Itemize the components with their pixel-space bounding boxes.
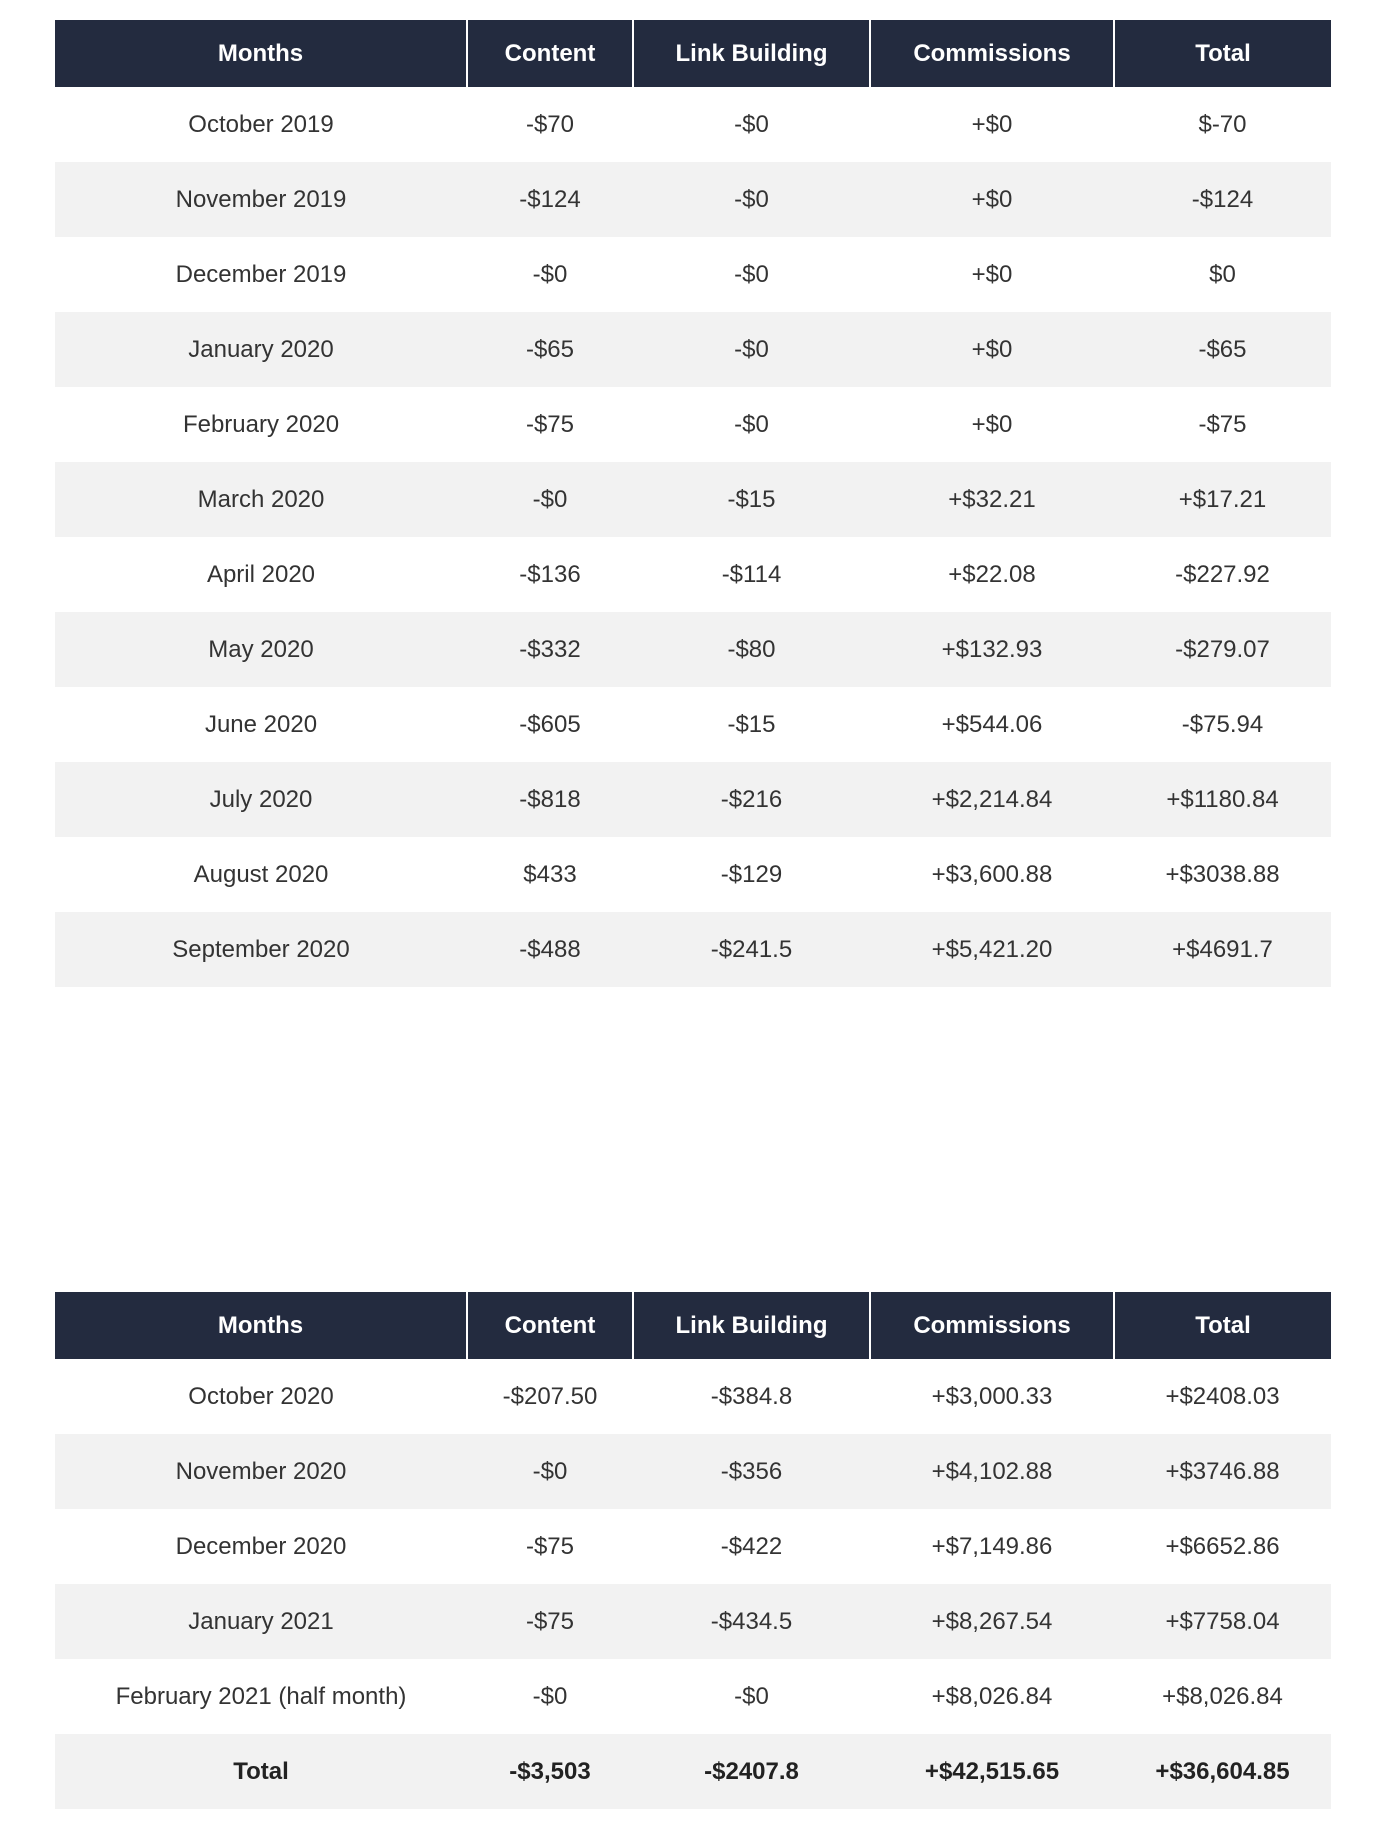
cell-month: November 2019 xyxy=(55,162,467,237)
cell-content: -$605 xyxy=(467,687,633,762)
cell-link-building: -$0 xyxy=(633,1659,870,1734)
table-row xyxy=(55,837,1331,912)
cell-commissions: +$32.21 xyxy=(870,462,1114,537)
table-row xyxy=(55,612,1331,687)
cell-month: April 2020 xyxy=(55,537,467,612)
cell-link-building: -$0 xyxy=(633,162,870,237)
cell-link-building: -$129 xyxy=(633,837,870,912)
cell-total: -$227.92 xyxy=(1114,537,1331,612)
cell-commissions: +$2,214.84 xyxy=(870,762,1114,837)
cell-total: +$2408.03 xyxy=(1114,1359,1331,1434)
cell-total: +$4691.7 xyxy=(1114,912,1331,987)
cell-content: -$332 xyxy=(467,612,633,687)
cell-content: -$124 xyxy=(467,162,633,237)
total-commissions: +$42,515.65 xyxy=(870,1734,1114,1809)
cell-commissions: +$0 xyxy=(870,387,1114,462)
cell-month: December 2019 xyxy=(55,237,467,312)
cell-total: +$1180.84 xyxy=(1114,762,1331,837)
table-row xyxy=(55,687,1331,762)
header-total: Total xyxy=(1114,20,1331,87)
header-row xyxy=(55,20,1331,87)
cell-total: +$3038.88 xyxy=(1114,837,1331,912)
cell-total: +$6652.86 xyxy=(1114,1509,1331,1584)
cell-commissions: +$3,000.33 xyxy=(870,1359,1114,1434)
cell-commissions: +$0 xyxy=(870,237,1114,312)
cell-month: May 2020 xyxy=(55,612,467,687)
total-total: +$36,604.85 xyxy=(1114,1734,1331,1809)
cell-commissions: +$544.06 xyxy=(870,687,1114,762)
table-row xyxy=(55,1509,1331,1584)
table-header xyxy=(55,1292,1331,1359)
cell-commissions: +$132.93 xyxy=(870,612,1114,687)
cell-month: June 2020 xyxy=(55,687,467,762)
cell-month: February 2021 (half month) xyxy=(55,1659,467,1734)
cell-content: -$0 xyxy=(467,1434,633,1509)
total-row xyxy=(55,1734,1331,1809)
cell-commissions: +$0 xyxy=(870,87,1114,162)
cell-commissions: +$0 xyxy=(870,312,1114,387)
table-row xyxy=(55,237,1331,312)
header-commissions: Commissions xyxy=(870,20,1114,87)
table-row xyxy=(55,1434,1331,1509)
table-row xyxy=(55,912,1331,987)
cell-month: December 2020 xyxy=(55,1509,467,1584)
cell-commissions: +$7,149.86 xyxy=(870,1509,1114,1584)
earnings-table-2019-2020 xyxy=(55,20,1331,987)
cell-link-building: -$80 xyxy=(633,612,870,687)
cell-month: November 2020 xyxy=(55,1434,467,1509)
cell-link-building: -$114 xyxy=(633,537,870,612)
cell-total: -$124 xyxy=(1114,162,1331,237)
header-link-building: Link Building xyxy=(633,20,870,87)
cell-month: January 2020 xyxy=(55,312,467,387)
header-commissions: Commissions xyxy=(870,1292,1114,1359)
cell-month: October 2019 xyxy=(55,87,467,162)
cell-total: +$7758.04 xyxy=(1114,1584,1331,1659)
header-row xyxy=(55,1292,1331,1359)
cell-content: -$65 xyxy=(467,312,633,387)
cell-content: -$75 xyxy=(467,387,633,462)
cell-month: March 2020 xyxy=(55,462,467,537)
cell-content: -$0 xyxy=(467,237,633,312)
cell-link-building: -$434.5 xyxy=(633,1584,870,1659)
cell-link-building: -$15 xyxy=(633,687,870,762)
cell-link-building: -$356 xyxy=(633,1434,870,1509)
table-header xyxy=(55,20,1331,87)
cell-commissions: +$22.08 xyxy=(870,537,1114,612)
header-months: Months xyxy=(55,20,467,87)
table-row xyxy=(55,537,1331,612)
cell-content: -$0 xyxy=(467,462,633,537)
table-row xyxy=(55,1584,1331,1659)
table-row xyxy=(55,1659,1331,1734)
table-row xyxy=(55,1359,1331,1434)
cell-content: $433 xyxy=(467,837,633,912)
cell-total: -$279.07 xyxy=(1114,612,1331,687)
header-link-building: Link Building xyxy=(633,1292,870,1359)
cell-total: -$75.94 xyxy=(1114,687,1331,762)
cell-link-building: -$15 xyxy=(633,462,870,537)
cell-content: -$136 xyxy=(467,537,633,612)
header-content: Content xyxy=(467,20,633,87)
cell-link-building: -$0 xyxy=(633,312,870,387)
cell-month: January 2021 xyxy=(55,1584,467,1659)
cell-commissions: +$8,026.84 xyxy=(870,1659,1114,1734)
cell-link-building: -$0 xyxy=(633,387,870,462)
cell-total: -$65 xyxy=(1114,312,1331,387)
table-row xyxy=(55,762,1331,837)
cell-link-building: -$422 xyxy=(633,1509,870,1584)
table-row xyxy=(55,387,1331,462)
cell-content: -$488 xyxy=(467,912,633,987)
cell-total: +$3746.88 xyxy=(1114,1434,1331,1509)
cell-commissions: +$4,102.88 xyxy=(870,1434,1114,1509)
cell-month: September 2020 xyxy=(55,912,467,987)
cell-total: +$8,026.84 xyxy=(1114,1659,1331,1734)
cell-content: -$75 xyxy=(467,1584,633,1659)
cell-commissions: +$5,421.20 xyxy=(870,912,1114,987)
cell-link-building: -$384.8 xyxy=(633,1359,870,1434)
cell-content: -$0 xyxy=(467,1659,633,1734)
cell-month: February 2020 xyxy=(55,387,467,462)
header-content: Content xyxy=(467,1292,633,1359)
cell-content: -$70 xyxy=(467,87,633,162)
cell-link-building: -$0 xyxy=(633,237,870,312)
header-months: Months xyxy=(55,1292,467,1359)
cell-commissions: +$3,600.88 xyxy=(870,837,1114,912)
cell-link-building: -$0 xyxy=(633,87,870,162)
cell-month: October 2020 xyxy=(55,1359,467,1434)
cell-link-building: -$216 xyxy=(633,762,870,837)
total-label: Total xyxy=(55,1734,467,1809)
cell-total: $0 xyxy=(1114,237,1331,312)
earnings-table-2020-2021 xyxy=(55,1292,1331,1809)
table-row xyxy=(55,162,1331,237)
cell-total: -$75 xyxy=(1114,387,1331,462)
table-row xyxy=(55,462,1331,537)
header-total: Total xyxy=(1114,1292,1331,1359)
cell-commissions: +$0 xyxy=(870,162,1114,237)
cell-total: $-70 xyxy=(1114,87,1331,162)
cell-month: July 2020 xyxy=(55,762,467,837)
cell-link-building: -$241.5 xyxy=(633,912,870,987)
table-row xyxy=(55,87,1331,162)
cell-content: -$75 xyxy=(467,1509,633,1584)
cell-month: August 2020 xyxy=(55,837,467,912)
total-content: -$3,503 xyxy=(467,1734,633,1809)
total-link-building: -$2407.8 xyxy=(633,1734,870,1809)
cell-total: +$17.21 xyxy=(1114,462,1331,537)
table-row xyxy=(55,312,1331,387)
cell-content: -$207.50 xyxy=(467,1359,633,1434)
cell-content: -$818 xyxy=(467,762,633,837)
cell-commissions: +$8,267.54 xyxy=(870,1584,1114,1659)
